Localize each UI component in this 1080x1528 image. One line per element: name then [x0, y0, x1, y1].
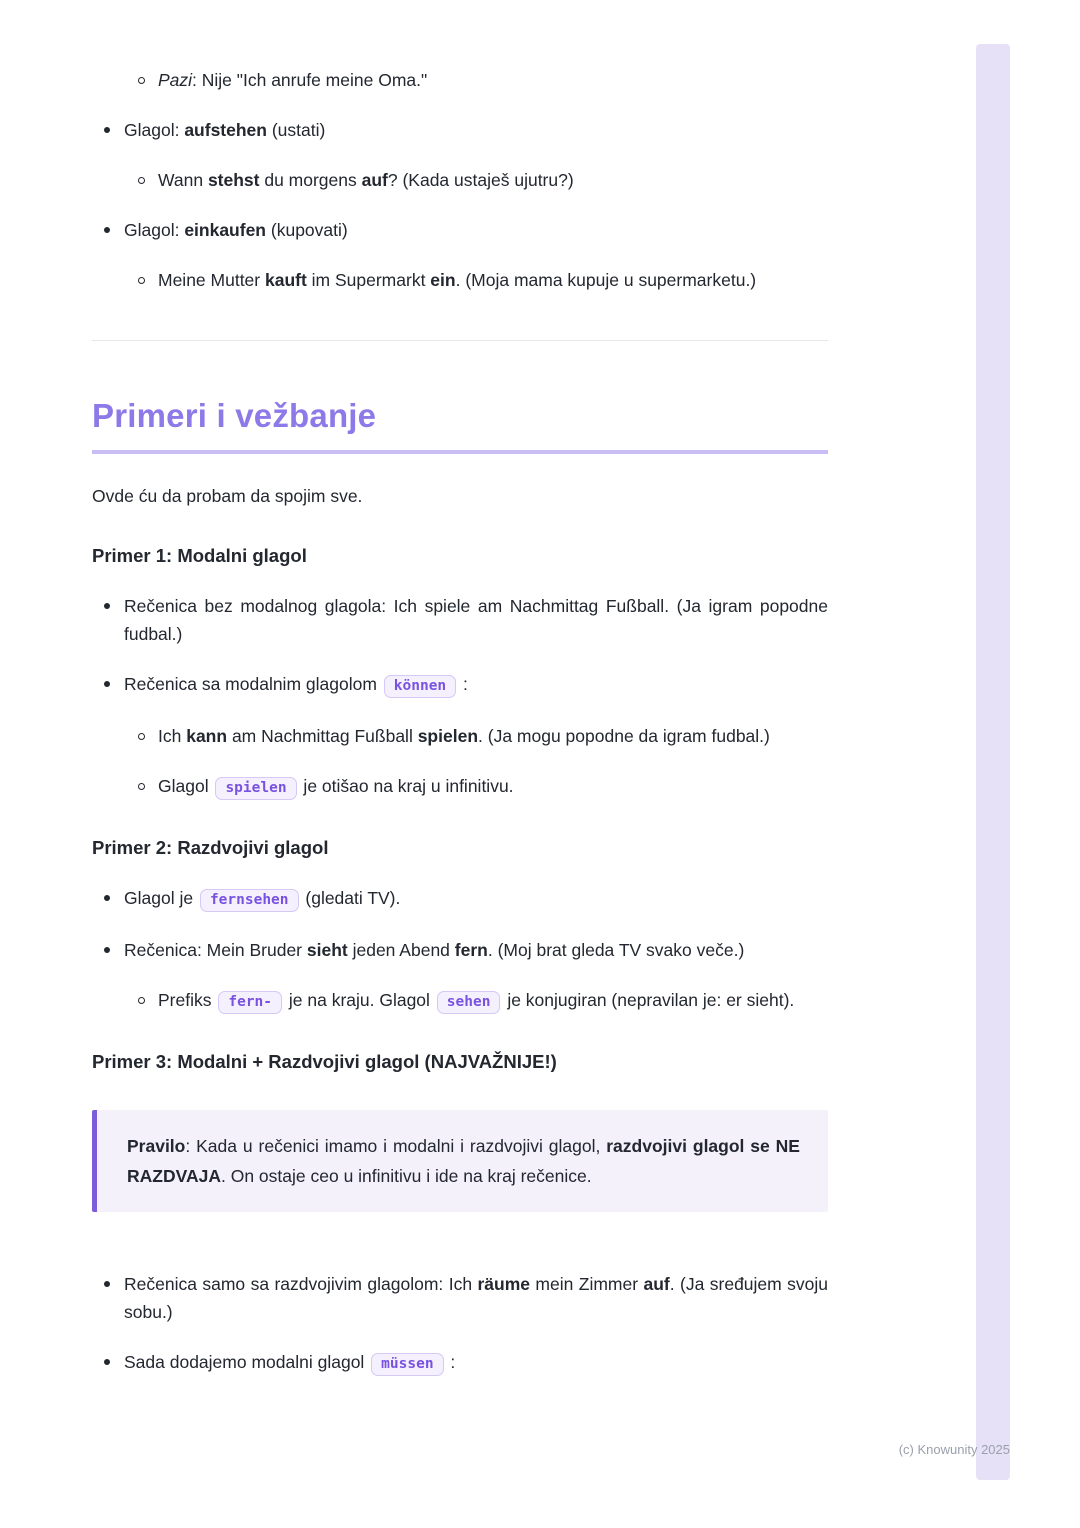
- document-page: [92, 0, 828, 1400]
- text-run: . (Moj brat gleda TV svako veče.): [487, 940, 745, 960]
- list-item: [92, 986, 828, 1016]
- list-item-text: [124, 1270, 828, 1326]
- text-run: Glagol: [158, 776, 214, 796]
- list-item-text: [158, 772, 828, 802]
- rule-callout: [92, 1110, 828, 1212]
- text-run: Rečenica sa modalnim glagolom: [124, 674, 382, 694]
- bullet-list: [92, 66, 828, 294]
- text-run: auf: [361, 170, 388, 190]
- bullet-circle-icon: [138, 177, 158, 194]
- inline-code: spielen: [215, 777, 296, 800]
- text-run: Ich: [158, 726, 187, 746]
- bullet-circle-icon: [138, 733, 158, 750]
- text-run: razdvojivi glagol se NE RAZDVAJA: [127, 1136, 800, 1186]
- bullet-circle-icon: [138, 77, 158, 94]
- text-run: : Nije "Ich anrufe meine Oma.": [192, 70, 428, 90]
- bullet-disc-icon: [104, 895, 124, 914]
- list-item-text: [124, 936, 828, 964]
- text-run: :: [445, 1352, 456, 1372]
- bullet-disc-icon: [104, 127, 124, 144]
- text-run: spielen: [417, 726, 479, 746]
- list-item: [92, 66, 828, 94]
- text-run: Meine Mutter: [158, 270, 265, 290]
- text-run: Glagol:: [124, 220, 185, 240]
- text-run: . (Ja mogu popodne da igram fudbal.): [478, 726, 770, 746]
- inline-code: können: [384, 675, 456, 698]
- subheading: Primer 3: Modalni + Razdvojivi glagol (NAJVAŽNIJE!): [92, 1051, 557, 1072]
- list-item: [92, 936, 828, 964]
- bullet-disc-icon: [104, 227, 124, 244]
- content: [92, 66, 828, 1378]
- list-item-text: [158, 986, 828, 1016]
- list-item: [92, 166, 828, 194]
- text-run: :: [458, 674, 468, 694]
- list-item: [92, 1348, 828, 1378]
- watermark: (c) Knowunity 2025: [898, 1442, 1010, 1457]
- text-run: fern: [454, 940, 488, 960]
- list-item-text: [124, 592, 828, 648]
- list-item: [92, 772, 828, 802]
- text-run: Sada dodajemo modalni glagol: [124, 1352, 370, 1372]
- scrollbar-track[interactable]: [976, 44, 1010, 1480]
- list-item: [92, 1270, 828, 1326]
- list-item: [92, 266, 828, 294]
- text-run: mein Zimmer: [530, 1274, 644, 1294]
- text-run: Wann: [158, 170, 208, 190]
- list-item-text: [124, 1348, 828, 1378]
- text-run: je na kraju. Glagol: [284, 990, 435, 1010]
- list-item-text: [158, 66, 828, 94]
- list-item-text: [124, 884, 828, 914]
- text-run: aufstehen: [184, 120, 267, 140]
- text-run: je konjugiran (nepravilan je: er sieht).: [502, 990, 795, 1010]
- text-run: (ustati): [266, 120, 326, 140]
- list-item-text: [158, 722, 828, 750]
- text-run: Pravilo: [127, 1136, 186, 1156]
- text-run: ein: [430, 270, 456, 290]
- bullet-list: [92, 884, 828, 1016]
- list-item-text: [124, 116, 828, 144]
- text-run: im Supermarkt: [306, 270, 431, 290]
- text-run: Rečenica bez modalnog glagola: Ich spiele am Nachmittag Fußball. (Ja igram popodne fudbal.): [124, 596, 828, 644]
- bullet-list: [92, 592, 828, 802]
- text-run: auf: [643, 1274, 670, 1294]
- text-run: stehst: [207, 170, 260, 190]
- text-run: je otišao na kraj u infinitivu.: [298, 776, 514, 796]
- text-run: . (Moja mama kupuje u supermarketu.): [455, 270, 757, 290]
- text-run: sieht: [306, 940, 348, 960]
- inline-code: fern-: [218, 991, 282, 1014]
- list-item: [92, 216, 828, 244]
- inline-code: sehen: [437, 991, 501, 1014]
- bullet-circle-icon: [138, 783, 158, 802]
- list-item-text: [158, 266, 828, 294]
- text-run: einkaufen: [184, 220, 267, 240]
- section-heading: Primeri i vežbanje: [92, 395, 828, 454]
- divider: [92, 340, 828, 341]
- subheading: Primer 2: Razdvojivi glagol: [92, 837, 329, 858]
- inline-code: müssen: [371, 1353, 443, 1376]
- list-item-text: [124, 670, 828, 700]
- text-run: jeden Abend: [347, 940, 455, 960]
- list-item: [92, 884, 828, 914]
- bullet-circle-icon: [138, 277, 158, 294]
- text-run: kauft: [264, 270, 307, 290]
- text-run: du morgens: [259, 170, 362, 190]
- text-run: . On ostaje ceo u infinitivu i ide na kraj rečenice.: [221, 1166, 592, 1186]
- text-run: Rečenica samo sa razdvojivim glagolom: Ich: [124, 1274, 478, 1294]
- text-run: (gledati TV).: [300, 888, 401, 908]
- text-run: Rečenica: Mein Bruder: [124, 940, 307, 960]
- bullet-disc-icon: [104, 603, 124, 648]
- text-run: : Kada u rečenici imamo i modalni i razdvojivi glagol,: [185, 1136, 607, 1156]
- bullet-circle-icon: [138, 997, 158, 1016]
- text-run: Glagol:: [124, 120, 185, 140]
- list-item: [92, 116, 828, 144]
- paragraph: Ovde ću da probam da spojim sve.: [92, 486, 363, 506]
- list-item: [92, 592, 828, 648]
- text-run: Glagol je: [124, 888, 198, 908]
- list-item-text: [124, 216, 828, 244]
- text-run: räume: [477, 1274, 531, 1294]
- text-run: am Nachmittag Fußball: [227, 726, 418, 746]
- list-item: [92, 722, 828, 750]
- bullet-disc-icon: [104, 681, 124, 700]
- bullet-disc-icon: [104, 1281, 124, 1326]
- list-item: [92, 670, 828, 700]
- bullet-list: [92, 1270, 828, 1378]
- subheading: Primer 1: Modalni glagol: [92, 545, 307, 566]
- text-run: ? (Kada ustaješ ujutru?): [387, 170, 574, 190]
- list-item-text: [158, 166, 828, 194]
- text-run: Pazi: [158, 70, 193, 90]
- text-run: (kupovati): [266, 220, 348, 240]
- bullet-disc-icon: [104, 1359, 124, 1378]
- text-run: . (Ja sređujem svoju sobu.): [124, 1274, 828, 1322]
- bullet-disc-icon: [104, 947, 124, 964]
- inline-code: fernsehen: [200, 889, 299, 912]
- text-run: kann: [186, 726, 228, 746]
- text-run: Prefiks: [158, 990, 217, 1010]
- callout-text: [127, 1131, 800, 1191]
